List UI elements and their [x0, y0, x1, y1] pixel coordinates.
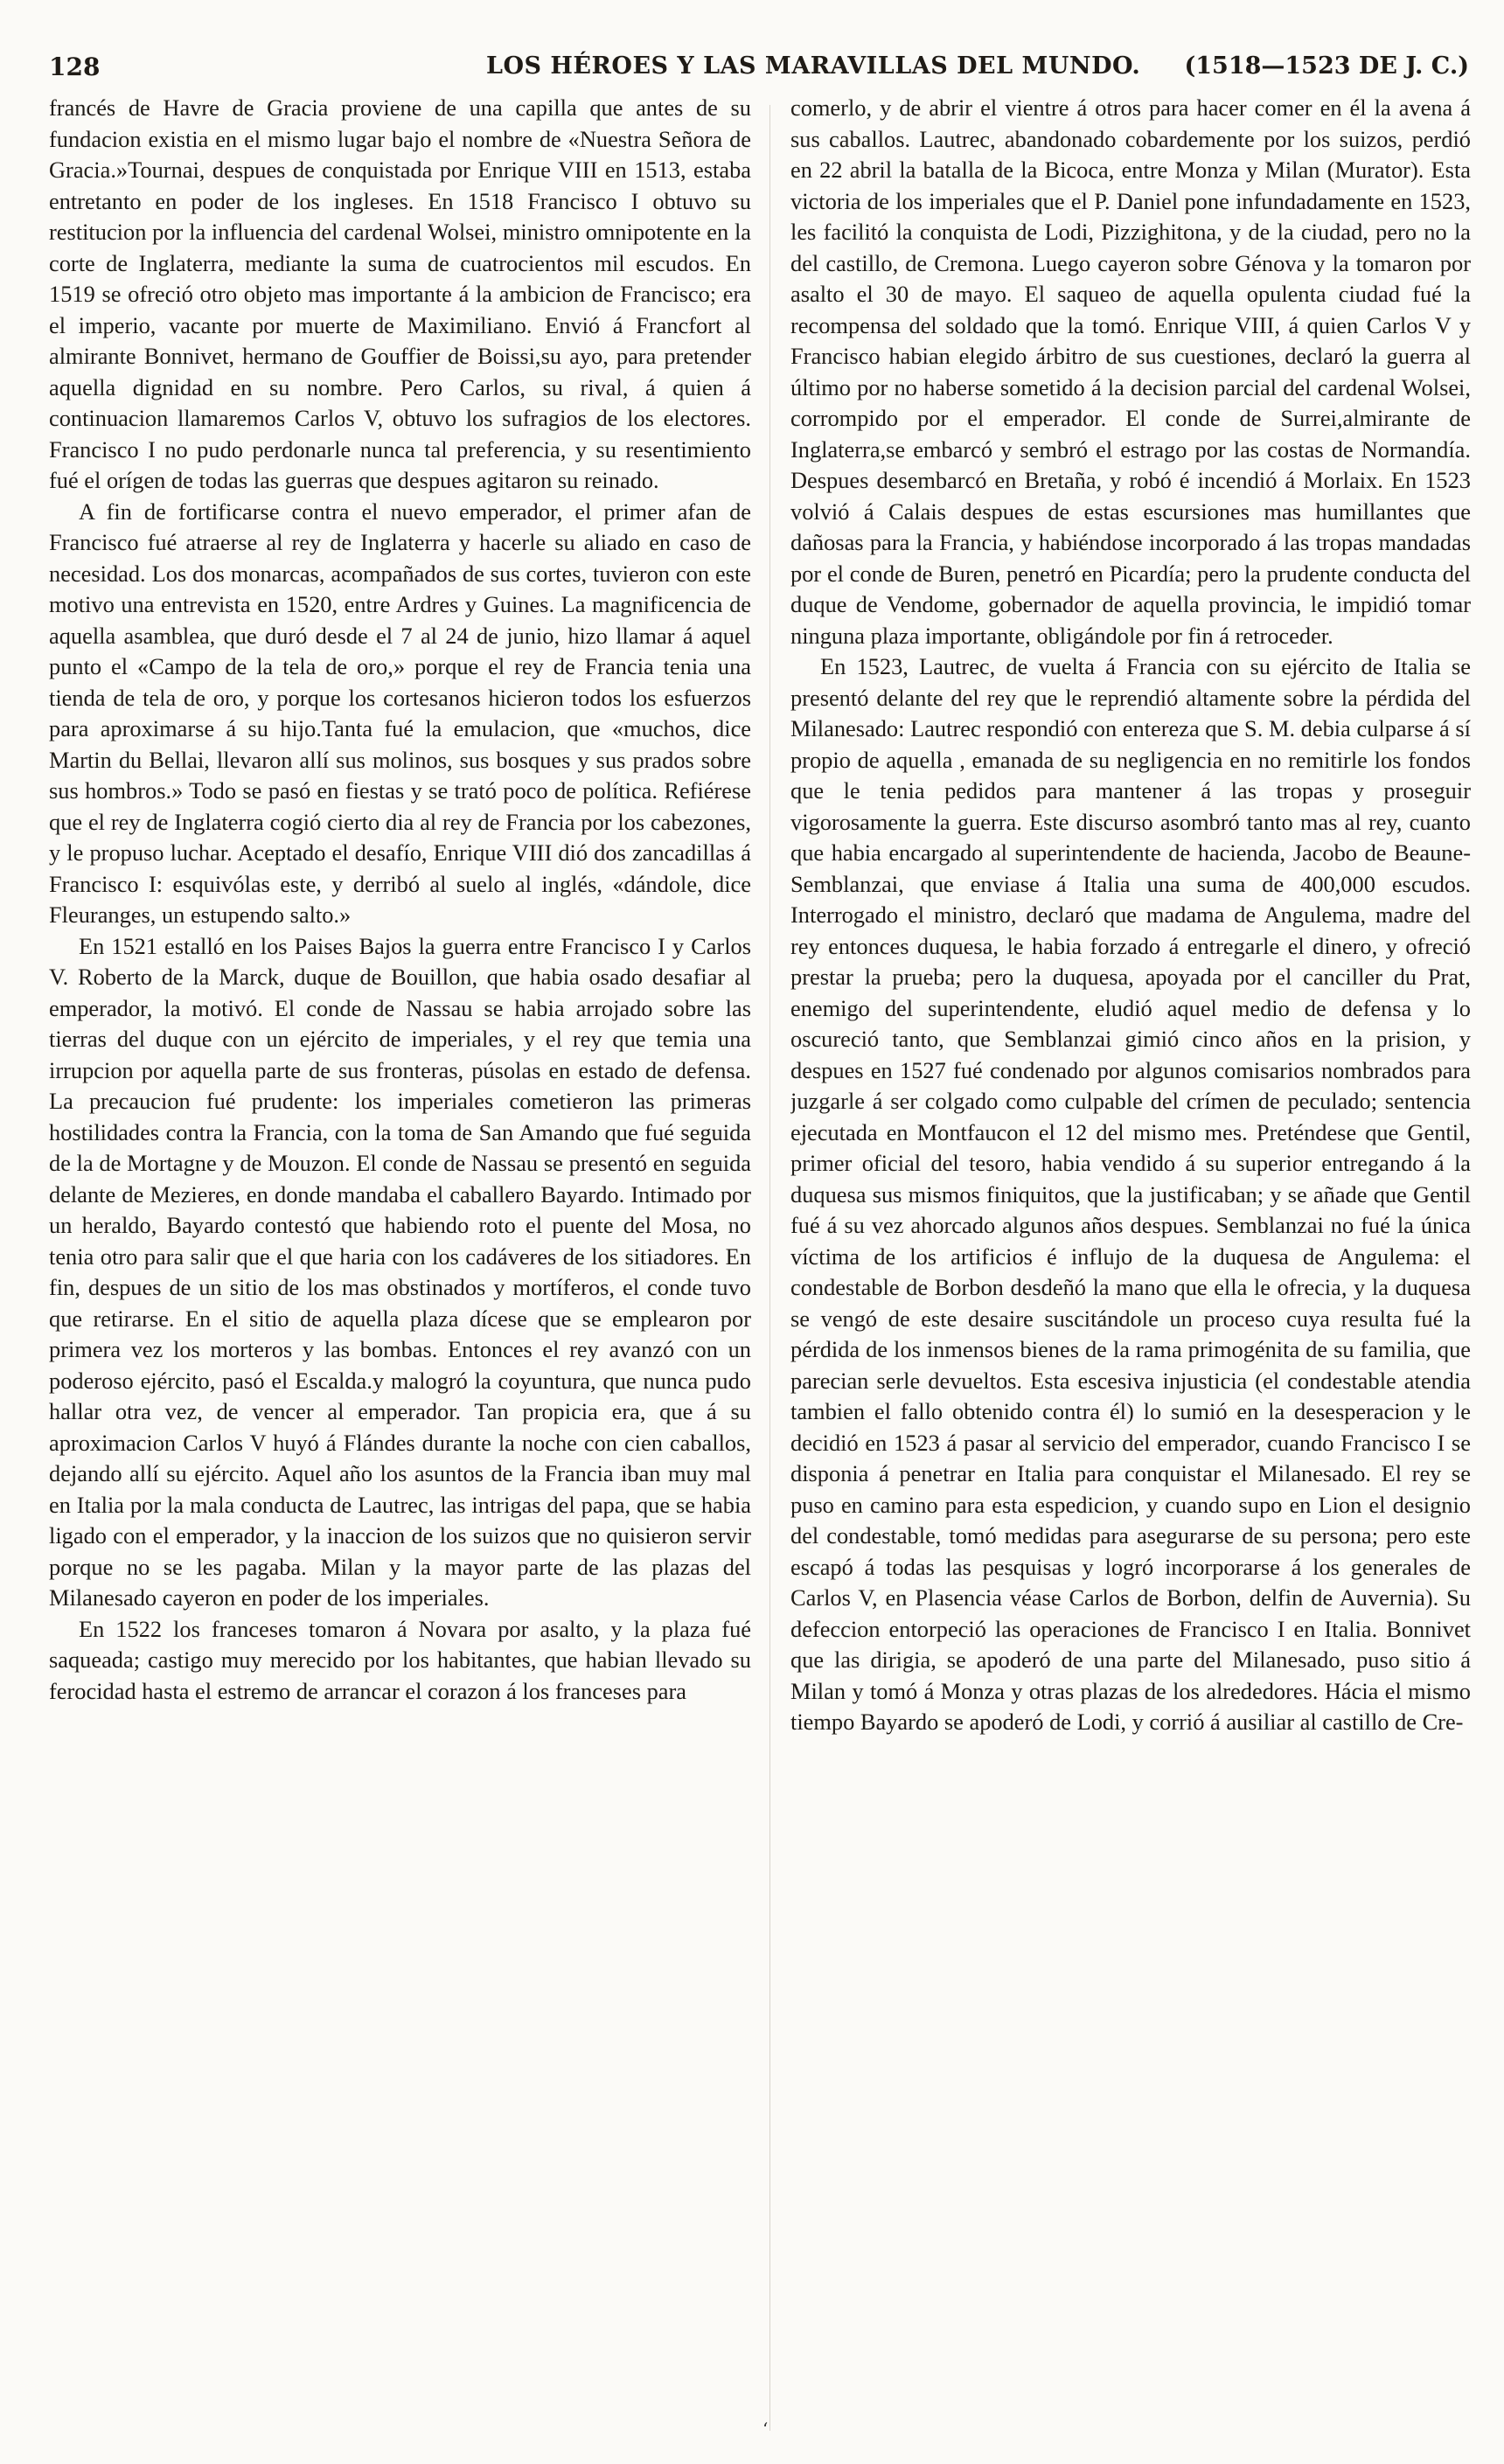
paragraph: En 1521 estalló en los Paises Bajos la guerra entre Francisco I y Carlos V. Roberto de la Marck, duque de Bouillon, que habia osado desafiar al emperador, la motivó. El conde de Nassau se habia arrojado sobre las tierras del duque con un ejército de imperiales, y el rey que temia una irrupcion por aquella parte de sus fronteras, púsolas en estado de defensa. La precaucion fué prudente: los imperiales cometieron las primeras hostilidades contra la Francia, con la toma de San Amando que fué seguida de la de Mortagne y de Mouzon. El conde de Nassau se presentó en seguida delante de Mezieres, en donde mandaba el caballero Bayardo. Intimado por un heraldo, Bayardo contestó que habiendo roto el puente del Mosa, no tenia otro para salir que el que haria con los cadáveres de los sitiadores. En fin, despues de un sitio de los mas obstinados y mortíferos, el conde tuvo que retirarse. En el sitio de aquella plaza dícese que se emplearon por primera vez los morteros y las bombas. Entonces el rey avanzó con un poderoso ejército, pasó el Escalda.y malogró la coyuntura, que nunca pudo hallar otra vez, de vencer al emperador. Tan propicia era, que á su aproximacion Carlos V huyó á Flándes durante la noche con cien caballos, dejando allí su ejército. Aquel año los asuntos de la Francia iban muy mal en Italia por la mala conducta de Lautrec, las intrigas del papa, que se habia ligado con el emperador, y la inaccion de los suizos que no quisieron servir porque no se les pagaba. Milan y la mayor parte de las plazas del Milanesado cayeron en poder de los imperiales.	[49, 932, 751, 1611]
paragraph: comerlo, y de abrir el vientre á otros para hacer comer en él la avena á sus caballos. Lautrec, abandonado cobardemente por los suizos, perdió en 22 abril la batalla de la Bicoca, entre Monza y Milan (Murator). Esta victoria de los imperiales que el P. Daniel pone infundadamente en 1523, les facilitó la conquista de Lodi, Pizzighitona, y de la ciudad, pero no la del castillo, de Cremona. Luego cayeron sobre Génova y la tomaron por asalto el 30 de mayo. El saqueo de aquella opulenta ciudad fué la recompensa del soldado que la tomó. Enrique VIII, á quien Carlos V y Francisco habian elegido árbitro de sus cuestiones, declaró la guerra al último por no haberse sometido á la decision parcial del cardenal Wolsei, corrompido por el emperador. El conde de Surrei,almirante de Inglaterra,se embarcó y sembró el estrago por las costas de Normandía. Despues desembarcó en Bretaña, y robó é incendió á Morlaix. En 1523 volvió á Calais despues de estas escursiones mas humillantes que dañosas para la Francia, y habiéndose incorporado á las tropas mandadas por el conde de Buren, penetró en Picardía; pero la prudente conducta del duque de Vendome, gobernador de aquella provincia, le impidió tomar ninguna plaza importante, obligándole por fin á retroceder.	[790, 94, 1471, 649]
gutter-mark: ‘	[762, 2419, 769, 2440]
paragraph: A fin de fortificarse contra el nuevo emperador, el primer afan de Francisco fué atraerse al rey de Inglaterra y hacerle su aliado en caso de necesidad. Los dos monarcas, acompañados de sus cortes, tuvieron con este motivo una entrevista en 1520, entre Ardres y Guines. La magnificencia de aquella asamblea, que duró desde el 7 al 24 de junio, hizo llamar á aquel punto el «Campo de la tela de oro,» porque el rey de Francia tenia una tienda de tela de oro, y porque los cortesanos hicieron todos los esfuerzos para aproximarse á su hijo.Tanta fué la emulacion, que «muchos, dice Martin du Bellai, llevaron allí sus molinos, sus bosques y sus prados sobre sus hombros.» Todo se pasó en fiestas y se trató poco de política. Refiérese que el rey de Inglaterra cogió cierto dia al rey de Francia por los cabezones, y le propuso luchar. Aceptado el desafío, Enrique VIII dió dos zancadillas á Francisco I: esquivólas este, y derribó al suelo al inglés, «dándole, dice Fleuranges, un estupendo salto.»	[49, 498, 751, 928]
left-column	[49, 93, 751, 2445]
date-range: (1518—1523 DE J. C.)	[1184, 52, 1469, 80]
paragraph: En 1523, Lautrec, de vuelta á Francia con su ejército de Italia se presentó delante del rey que le reprendió altamente sobre la pérdida del Milanesado: Lautrec respondió con entereza que S. M. debia culparse á sí propio de aquella , emanada de su negligencia en no remitirle los fondos que le tenia pedidos para mantener á las tropas y proseguir vigorosamente la guerra. Este discurso asombró tanto mas al rey, cuanto que habia encargado al superintendente de hacienda, Jacobo de Beaune-Semblanzai, que enviase á Italia una suma de 400,000 escudos. Interrogado el ministro, declaró que madama de Angulema, madre del rey entonces duquesa, le habia forzado á entregarle el dinero, y ofreció prestar la prueba; pero la duquesa, apoyada por el canciller du Prat, enemigo del superintendente, eludió aquel medio de defensa y lo oscureció tanto, que Semblanzai gimió cinco años en la prision, y despues en 1527 fué condenado por algunos comisarios nombrados para juzgarle á ser colgado como culpable del crímen de peculado; sentencia ejecutada en Montfaucon el 12 del mismo mes. Preténdese que Gentil, primer oficial del tesoro, habia vendido á su superior entregando á la duquesa sus mismos finiquitos, que la justificaban; y se añade que Gentil fué á su vez ahorcado algunos años despues. Semblanzai no fué la única víctima de los artificios é influjo de la duquesa de Angulema: el condestable de Borbon desdeñó la mano que ella le ofrecia, y la duquesa se vengó de este desaire suscitándole un proceso cuya resulta fué la pérdida de los inmensos bienes de la rama primogénita de su familia, que parecian serle devueltos. Esta escesiva injusticia (el condestable atendia tambien el fallo obtenido contra él) lo sumió en la desesperacion y le decidió en 1523 á pasar al servicio del emperador, cuando Francisco I se disponia á penetrar en Italia para conquistar el Milanesado. El rey se puso en camino para esta espedicion, y cuando supo en Lion el designio del condestable, tomó medidas para asegurarse de su persona; pero este escapó á todas las pesquisas y logró incorporarse á los generales de Carlos V, en Plasencia véase Carlos de Borbon, delfin de Auvernia). Su defeccion entorpeció las operaciones de Francisco I en Italia. Bonnivet que las dirigia, se apoderó de una parte del Milanesado, puso sitio á Milan y tomó á Monza y otras plazas de los alrededores. Hácia el mismo tiempo Bayardo se apoderó de Lodi, y corrió á ausiliar al castillo de Cre-	[790, 653, 1471, 1735]
right-column	[790, 93, 1471, 2445]
column-divider	[769, 105, 770, 2431]
running-title: LOS HÉROES Y LAS MARAVILLAS DEL MUNDO.	[486, 52, 1141, 80]
paragraph: En 1522 los franceses tomaron á Novara por asalto, y la plaza fué saqueada; castigo muy merecido por los habitantes, que habian llevado su ferocidad hasta el estremo de arrancar el corazon á los franceses para	[49, 1615, 751, 1704]
paragraph: francés de Havre de Gracia proviene de una capilla que antes de su fundacion existia en el mismo lugar bajo el nombre de «Nuestra Señora de Gracia.»Tournai, despues de conquistada por Enrique VIII en 1513, estaba entretanto en poder de los ingleses. En 1518 Francisco I obtuvo su restitucion por la influencia del cardenal Wolsei, ministro omnipotente en la corte de Inglaterra, mediante la suma de cuatrocientos mil escudos. En 1519 se ofreció otro objeto mas importante á la ambicion de Francisco; era el imperio, vacante por muerte de Maximiliano. Envió á Francfort al almirante Bonnivet, hermano de Gouffier de Boissi,su ayo, para pretender aquella dignidad en su nombre. Pero Carlos, su rival, á quien á continuacion llamaremos Carlos V, obtuvo los sufragios de los electores. Francisco I no pudo perdonarle nunca tal preferencia, y su resentimiento fué el orígen de todas las guerras que despues agitaron su reinado.	[49, 94, 751, 493]
page-number: 128	[49, 52, 101, 81]
page-header	[49, 52, 1469, 87]
